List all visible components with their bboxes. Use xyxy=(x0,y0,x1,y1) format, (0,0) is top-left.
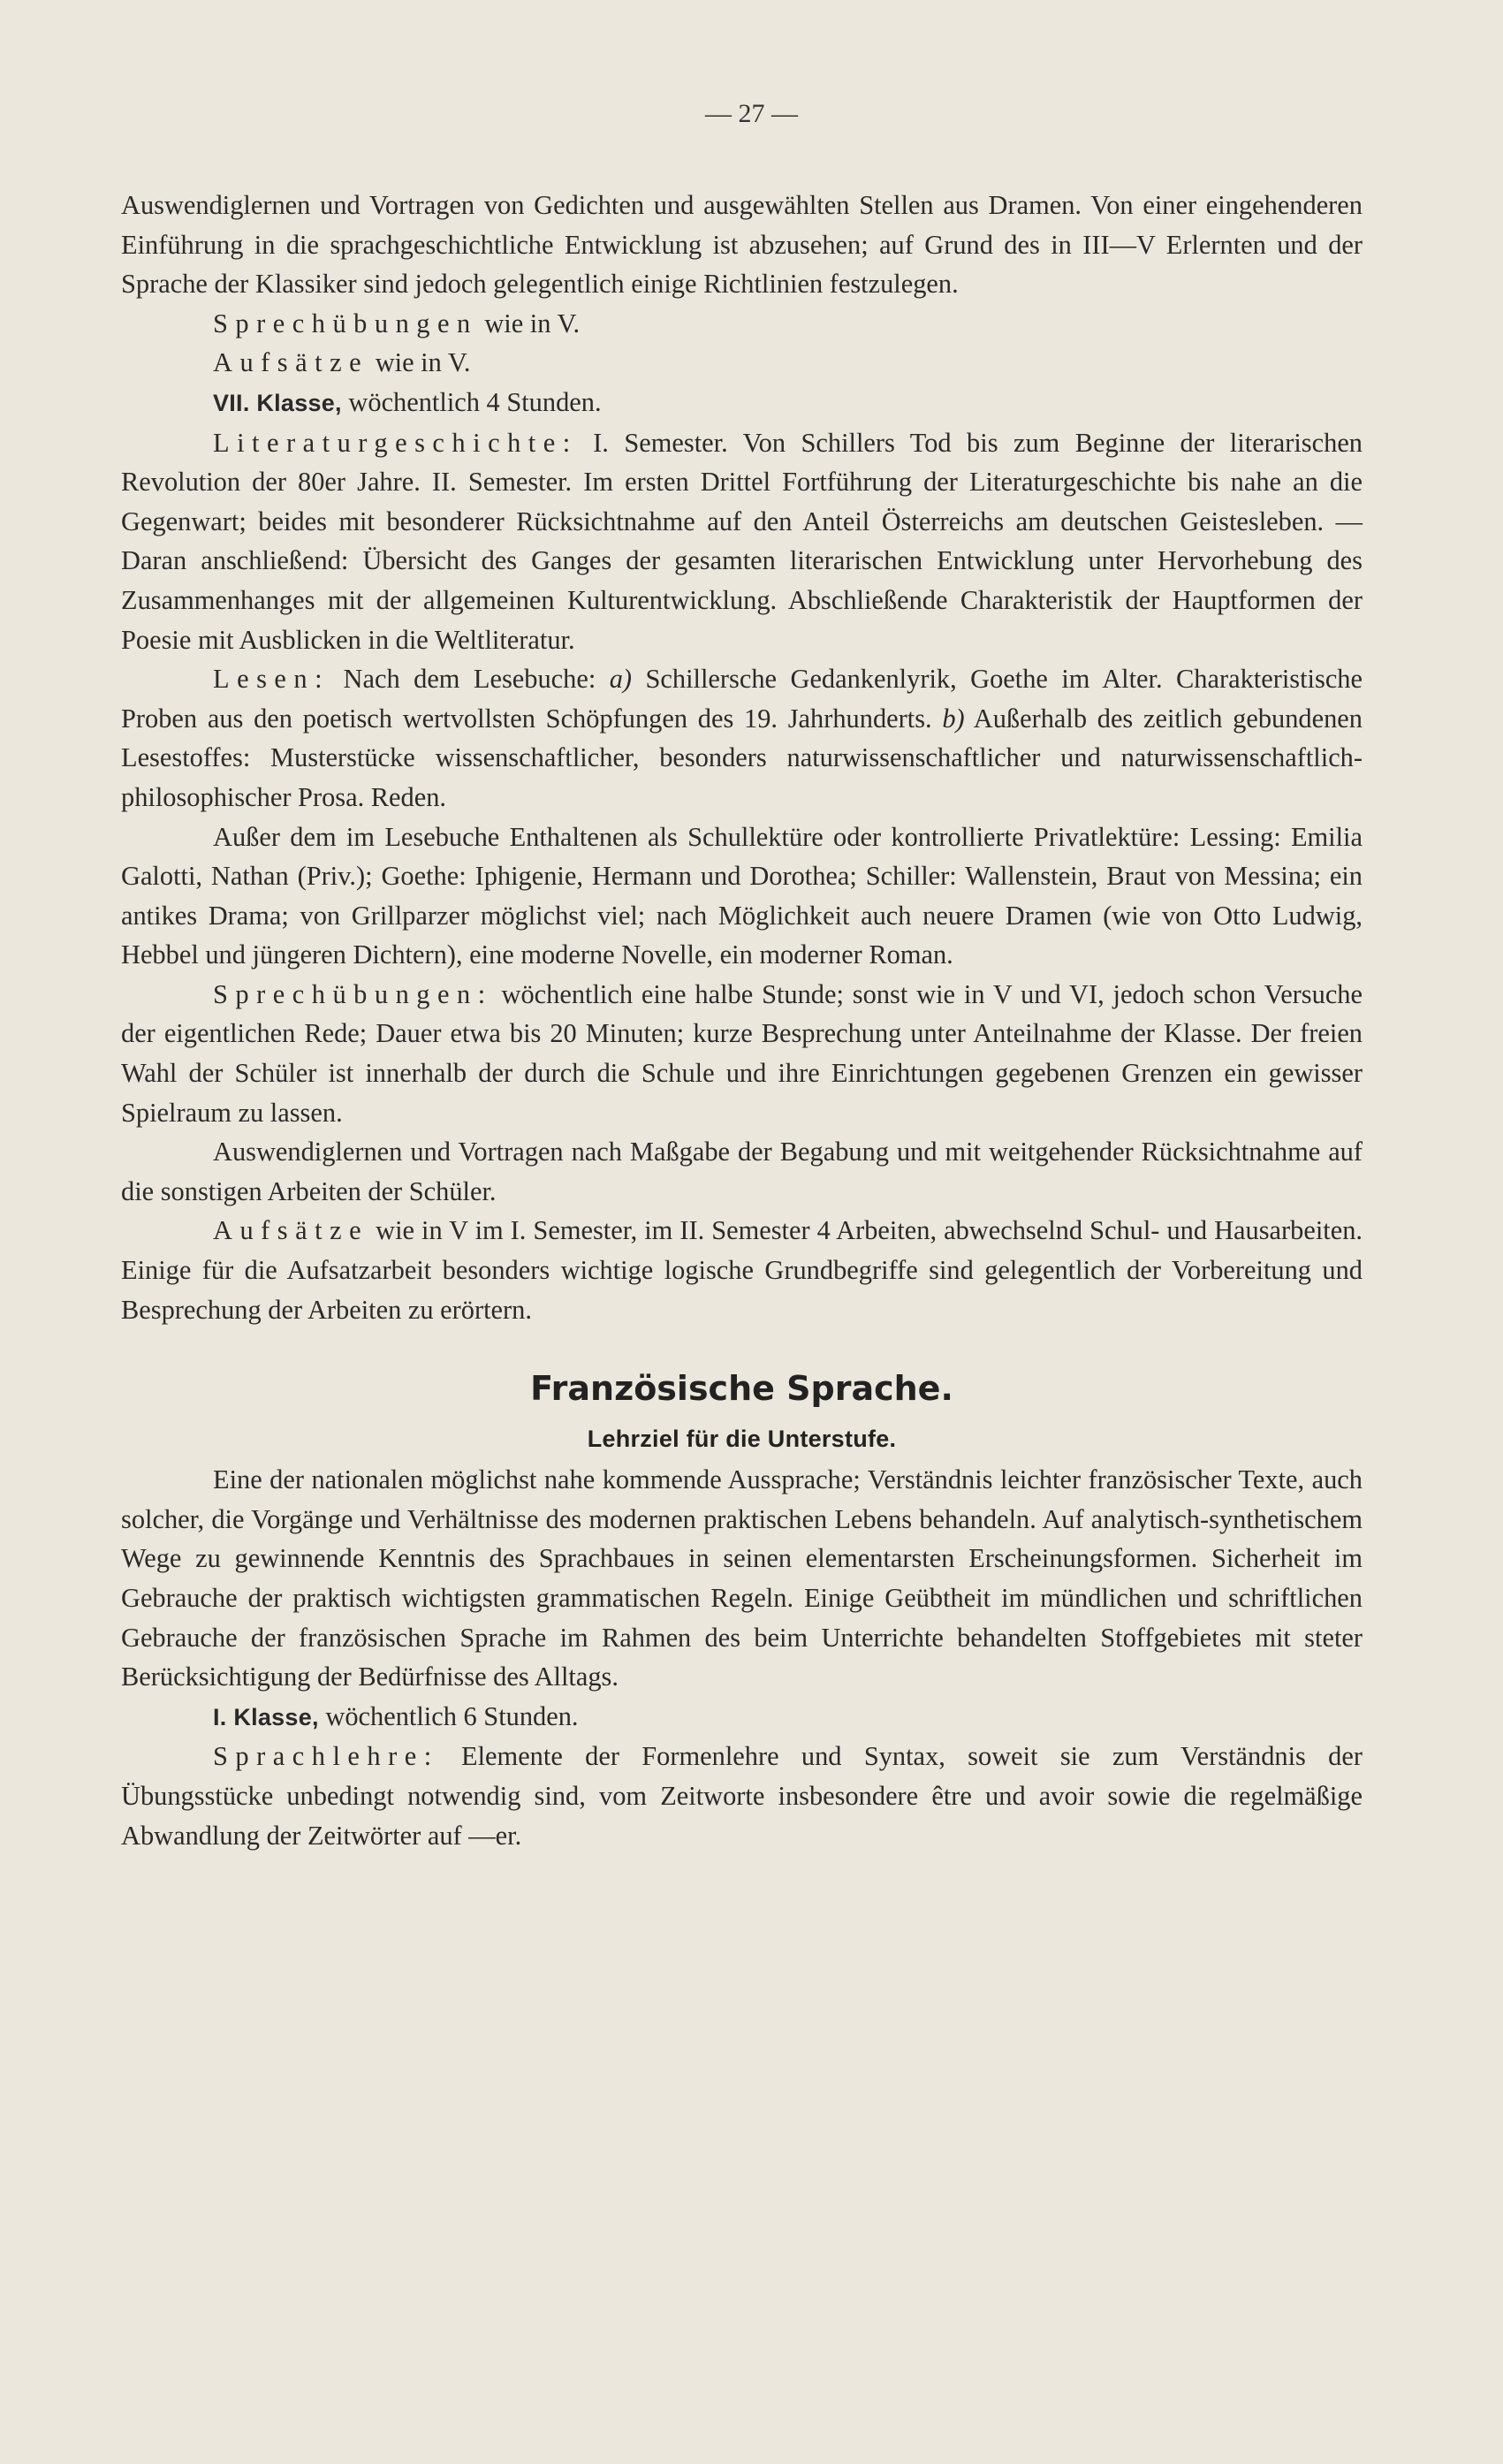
class-hours: wöchentlich 4 Stunden. xyxy=(341,386,602,417)
paragraph-literaturgeschichte xyxy=(121,423,1363,660)
paragraph-auswendiglernen-begabung: Auswendiglernen und Vortragen nach Maßgabe der Begabung und mit weitgehender Rücksichtnahme auf die sonstigen Arbeiten der Schüler. xyxy=(121,1137,1363,1206)
subheading-lehrziel: Lehrziel für die Unterstufe. xyxy=(587,1426,897,1453)
paragraph-lehrziel: Eine der nationalen möglichst nahe kommende Aussprache; Verständnis leichter französischer Texte, auch solcher, die Vorgänge und Verhältnisse des modernen praktischen Lebens behandeln. Auf analytisch-synthetischem Wege zu gewinnende Kenntnis des Sprachbaues in seinen elementarsten Erscheinungsformen. Sicherheit im Gebrauche der praktisch wichtigsten grammatischen Regeln. Einige Geübtheit im mündlichen und schriftlichen Gebrauche der französischen Sprache im Rahmen des beim Unterrichte behandelten Stoffgebietes mit steter Berücksichtigung der Bedürfnisse des Alltags. xyxy=(121,1464,1363,1692)
spaced-label-sprechuebungen: Sprechübungen xyxy=(213,308,478,338)
document-body xyxy=(121,186,1363,1855)
class-heading-i xyxy=(121,1697,1363,1738)
section-heading-franzoesisch: Französische Sprache. xyxy=(530,1369,953,1409)
paragraph-aufsaetze-vii xyxy=(121,1211,1363,1329)
paragraph-sprechuebungen-v xyxy=(121,304,1363,344)
spaced-label-literaturgeschichte: Literaturgeschichte: xyxy=(213,427,578,458)
paragraph-text: Nach dem Lesebuche: xyxy=(330,664,610,695)
enum-b: b) xyxy=(942,703,965,734)
spaced-label-aufsaetze: Aufsätze xyxy=(213,1215,369,1246)
paragraph-auswendiglernen-dramen: Auswendiglernen und Vortragen von Gedichten und ausgewählten Stellen aus Dramen. Von einer eingehenderen Einführung in die sprachgeschichtliche Entwicklung ist abzusehen; auf Grund des in III—V Erlernten und der Sprache der Klassiker sind jedoch gelegentlich einige Richtlinien festzulegen. xyxy=(121,190,1363,300)
spaced-label-aufsaetze: Aufsätze xyxy=(213,347,369,378)
paragraph-text: I. Semester. Von Schillers Tod bis zum Beginne der literarischen Revolution der 80er Jahre. II. Semester. Im ersten Drittel Fortführung der Literaturgeschichte bis nahe an die Gegenwart; beides mit besonderer Rücksichtnahme auf den Anteil Österreichs am deutschen Geistesleben. — Daran anschließend: Übersicht des Ganges der gesamten literarischen Entwicklung unter Hervorhebung des Zusammenhanges mit der allgemeinen Kulturentwicklung. Abschließende Charakteristik der Hauptformen der Poesie mit Ausblicken in die Weltliteratur. xyxy=(121,427,1363,655)
paragraph-text: wöchentlich eine halbe Stunde; sonst wie in V und VI, jedoch schon Versuche der eigentlichen Rede; Dauer etwa bis 20 Minuten; kurze Besprechung unter Anteilnahme der Klasse. Der freien Wahl der Schüler ist innerhalb der durch die Schule und ihre Einrichtungen gegebenen Grenzen ein gewisser Spielraum zu lassen. xyxy=(121,978,1363,1128)
spaced-label-sprechuebungen: Sprechübungen: xyxy=(213,978,493,1009)
paragraph-text: wie in V. xyxy=(368,347,471,378)
paragraph-aufsaetze-v xyxy=(121,343,1363,383)
paragraph-text: wie in V im I. Semester, im II. Semester 4 Arbeiten, abwechselnd Schul- und Hausarbeiten. Einige für die Aufsatzarbeit besonders wichtige logische Grundbegriffe sind gelegentlich der Vorbereitung und Besprechung der Arbeiten zu erörtern. xyxy=(121,1215,1363,1325)
class-label-vii: VII. Klasse, xyxy=(213,389,342,416)
paragraph-sprechuebungen-vii xyxy=(121,975,1363,1132)
enum-a: a) xyxy=(609,664,633,695)
page-number: — 27 — xyxy=(705,99,798,128)
class-hours: wöchentlich 6 Stunden. xyxy=(318,1700,579,1731)
class-label-i: I. Klasse, xyxy=(213,1703,319,1730)
paragraph-lesen xyxy=(121,659,1363,817)
spaced-label-lesen: Lesen: xyxy=(213,664,330,695)
paragraph-sprachlehre xyxy=(121,1737,1363,1855)
class-heading-vii xyxy=(121,383,1363,423)
paragraph-text: Elemente der Formenlehre und Syntax, soweit sie zum Verständnis der Übungsstücke unbedingt notwendig sind, vom Zeitworte insbesondere être und avoir sowie die regelmäßige Abwandlung der Zeitwörter auf —er. xyxy=(121,1741,1363,1851)
spaced-label-sprachlehre: Sprachlehre: xyxy=(213,1741,439,1772)
paragraph-text: Außerhalb des zeitlich gebundenen Lesestoffes: Musterstücke wissenschaftlicher, besonders naturwissenschaftlicher und naturwissenschaftlich-philosophischer Prosa. Reden. xyxy=(121,703,1363,812)
paragraph-text: Schillersche Gedankenlyrik, Goethe im Alter. Charakteristische Proben aus den poetisch wertvollsten Schöpfungen des 19. Jahrhunderts. xyxy=(121,664,1363,734)
paragraph-text: wie in V. xyxy=(477,308,581,338)
paragraph-lektuere: Außer dem im Lesebuche Enthaltenen als Schullektüre oder kontrollierte Privatlektüre: Lessing: Emilia Galotti, Nathan (Priv.); Goethe: Iphigenie, Hermann und Dorothea; Schiller: Wallenstein, Braut von Messina; ein antikes Drama; von Grillparzer möglichst viel; nach Möglichkeit auch neuere Dramen (wie von Otto Ludwig, Hebbel und jüngeren Dichtern), eine moderne Novelle, ein moderner Roman. xyxy=(121,821,1363,970)
